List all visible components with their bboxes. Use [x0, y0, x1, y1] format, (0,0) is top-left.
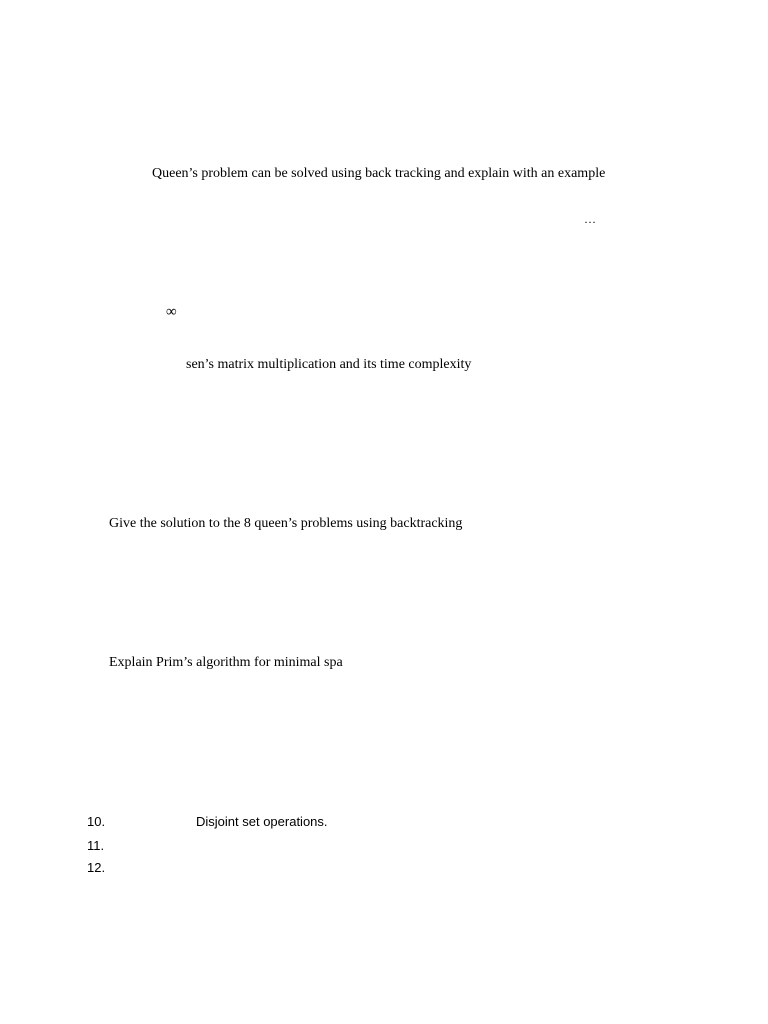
question-prims: Explain Prim’s algorithm for minimal spa — [109, 655, 343, 670]
list-item-number-12: 12. — [87, 860, 106, 875]
ellipsis-mark: … — [584, 212, 597, 226]
question-eight-queens: Give the solution to the 8 queen’s problems using backtracking — [109, 516, 463, 531]
list-item-number-10: 10. — [87, 814, 106, 829]
question-strassen: sen’s matrix multiplication and its time complexity — [186, 357, 472, 372]
list-item-number-11: 11. — [87, 838, 105, 853]
list-item-text-10: Disjoint set operations. — [196, 814, 328, 829]
question-queens-backtracking: Queen’s problem can be solved using back tracking and explain with an example — [152, 166, 606, 181]
infinity-symbol: ∞ — [166, 304, 177, 320]
